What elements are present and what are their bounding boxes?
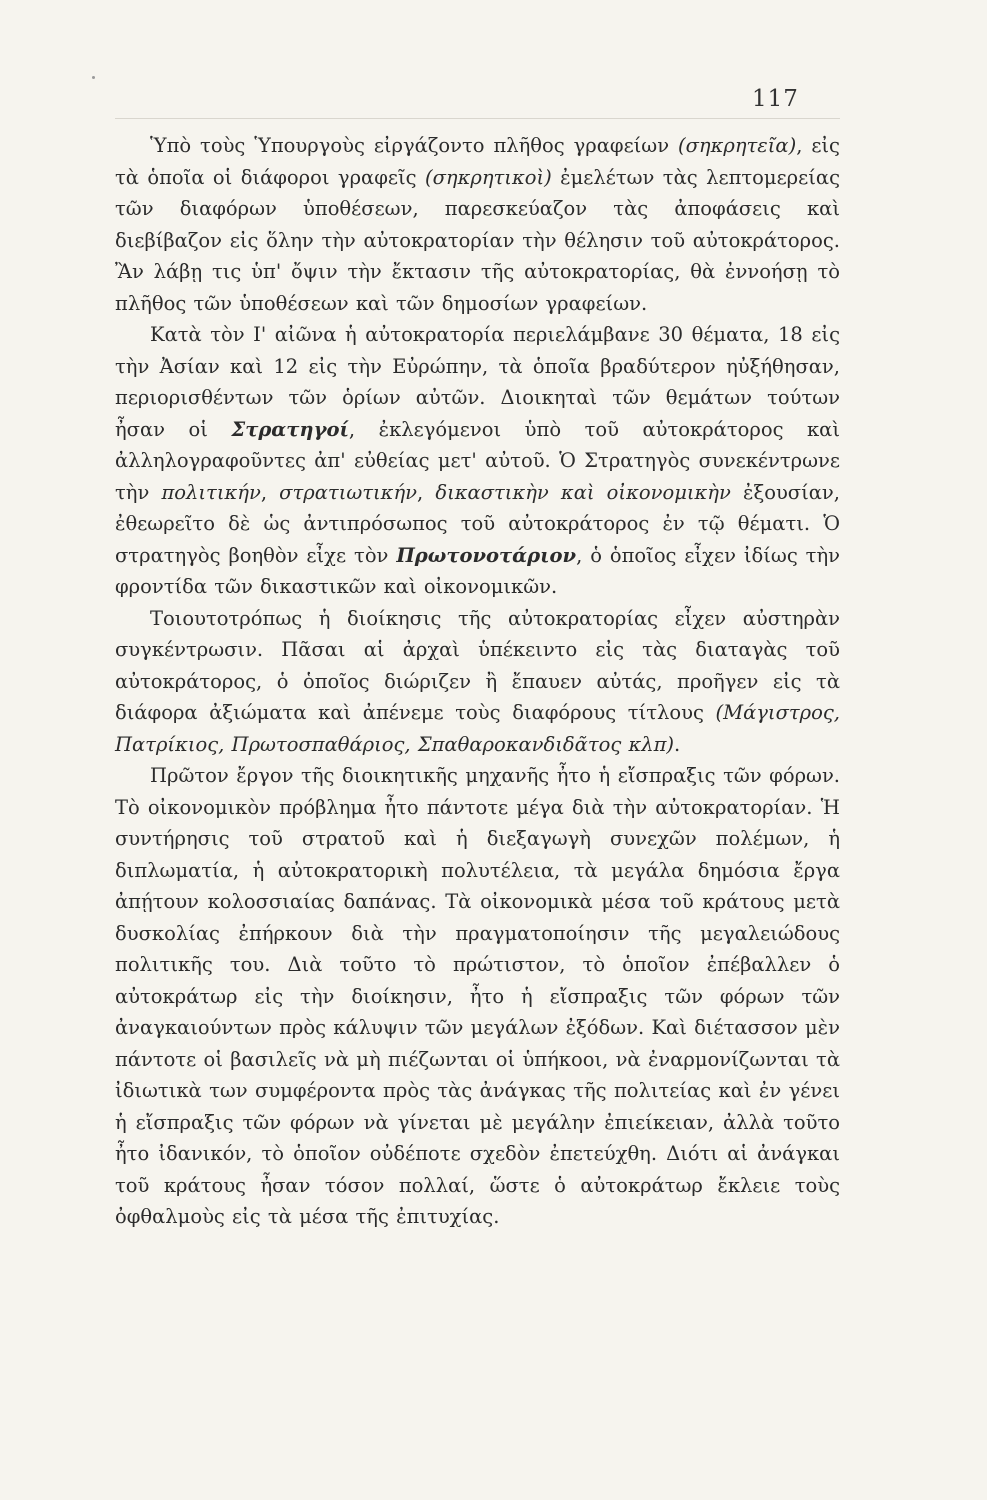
text-run: ἐξουσίαν, ἐθεωρεῖτο δὲ ὡς ἀντιπρόσωπος τοῦ αὐτοκράτορος ἐν τῷ θέματι. Ὁ στρατηγὸς βοηθὸν εἶχε τὸν [115, 480, 840, 567]
paragraph [115, 760, 840, 1233]
text-run: . [674, 732, 681, 756]
text-run: Τοιουτοτρόπως ἡ διοίκησις τῆς αὐτοκρατορίας εἶχεν αὐστηρὰν συγκέντρωσιν. Πᾶσαι αἱ ἀρχαὶ ὑπέκειντο εἰς τὰς διαταγὰς τοῦ αὐτοκράτορος, ὁ ὁποῖος διώριζεν ἢ ἔπαυεν αὐτάς, προῆγεν εἰς τὰ διάφορα ἀξιώματα καὶ ἀπένεμε τοὺς διαφόρους τίτλους [115, 606, 840, 724]
page-number: 117 [752, 86, 799, 112]
emphasized-term: (Μάγιστρος, Πατρίκιος, Πρωτοσπαθάριος, Σπαθαροκανδιδᾶτος κλπ) [115, 701, 840, 756]
text-run: , [260, 480, 280, 504]
emphasized-term: στρατιωτικήν [279, 480, 417, 504]
paragraph [115, 319, 840, 603]
emphasized-term: Πρωτονοτάριον [396, 543, 577, 567]
paragraph [115, 130, 840, 319]
emphasized-term: Στρατηγοί [231, 417, 349, 441]
text-run: , εἰς τὰ ὁποῖα οἱ διάφοροι γραφεῖς [115, 134, 840, 189]
text-run: Πρῶτον ἔργον τῆς διοικητικῆς μηχανῆς ἦτο ἡ εἴσπραξις τῶν φόρων. Τὸ οἰκονομικὸν πρόβλημα ἦτο πάντοτε μέγα διὰ τὴν αὐτοκρατορίαν. Ἡ συντήρησις τοῦ στρατοῦ καὶ ἡ διεξαγωγὴ συνεχῶν πολέμων, ἡ διπλωματία, ἡ αὐτοκρατορικὴ πολυτέλεια, τὰ μεγάλα δημόσια ἔργα ἀπῄτουν κολοσσιαίας δαπάνας. Τὰ οἰκονομικὰ μέσα τοῦ κράτους μετὰ δυσκολίας ἐπήρκουν διὰ τὴν πραγματοποίησιν τῆς μεγαλειώδους πολιτικῆς του. Διὰ τοῦτο τὸ πρώτιστον, τὸ ὁποῖον ἐπέβαλλεν ὁ αὐτοκράτωρ εἰς τὴν διοίκησιν, ἦτο ἡ εἴσπραξις τῶν φόρων τῶν ἀναγκαιούντων πρὸς κάλυψιν τῶν μεγάλων ἐξόδων. Καὶ διέτασσον μὲν πάντοτε οἱ βασιλεῖς νὰ μὴ πιέζωνται οἱ ὑπήκοοι, νὰ ἐναρμονίζωνται τὰ ἰδιωτικὰ των συμφέροντα πρὸς τὰς ἀνάγκας τῆς πολιτείας καὶ ἐν γένει ἡ εἴσπραξις τῶν φόρων νὰ γίνεται μὲ μεγάλην ἐπιείκειαν, ἀλλὰ τοῦτο ἦτο ἰδανικόν, τὸ ὁποῖον οὐδέποτε σχεδὸν ἐπετεύχθη. Διότι αἱ ἀνάγκαι τοῦ κράτους ἦσαν τόσον πολλαί, ὥστε ὁ αὐτοκράτωρ ἔκλειε τοὺς ὀφθαλμοὺς εἰς τὰ μέσα τῆς ἐπιτυχίας. [115, 764, 840, 1228]
body-text [115, 130, 840, 1233]
text-run: ἐμελέτων τὰς λεπτομερείας τῶν διαφόρων ὑποθέσεων, παρεσκεύαζον τὰς ἀποφάσεις καὶ διεβίβαζον εἰς ὅλην τὴν αὐτοκρατορίαν τὴν θέλησιν τοῦ αὐτοκράτορος. Ἂν λάβῃ τις ὑπ' ὄψιν τὴν ἔκτασιν τῆς αὐτοκρατορίας, θὰ ἐννοήσῃ τὸ πλῆθος τῶν ὑποθέσεων καὶ τῶν δημοσίων γραφείων. [115, 165, 840, 315]
print-speck [92, 76, 95, 79]
text-run: Ὑπὸ τοὺς Ὑπουργοὺς εἰργάζοντο πλῆθος γραφείων [150, 134, 678, 157]
emphasized-term: (σηκρητικοὶ) [424, 165, 552, 189]
header-rule [115, 118, 840, 119]
emphasized-term: (σηκρητεῖα) [677, 134, 797, 157]
text-run: , ὁ ὁποῖος εἶχεν ἰδίως τὴν φροντίδα τῶν δικαστικῶν καὶ οἰκονομικῶν. [115, 543, 841, 598]
text-run: , [417, 480, 436, 504]
emphasized-term: πολιτικήν [161, 480, 261, 504]
text-run: , ἐκλεγόμενοι ὑπὸ τοῦ αὐτοκράτορος καὶ ἀλληλογραφοῦντες ἀπ' εὐθείας μετ' αὐτοῦ. Ὁ Στρατηγὸς συνεκέντρωνε τὴν [115, 417, 840, 504]
emphasized-term: δικαστικὴν καὶ οἰκονομικὴν [435, 480, 731, 504]
text-run: Κατὰ τὸν Ι' αἰῶνα ἡ αὐτοκρατορία περιελάμβανε 30 θέματα, 18 εἰς τὴν Ἀσίαν καὶ 12 εἰς τὴν Εὐρώπην, τὰ ὁποῖα βραδύτερον ηὐξήθησαν, περιορισθέντων τῶν ὁρίων αὐτῶν. Διοικηταὶ τῶν θεμάτων τούτων ἦσαν οἱ [115, 323, 840, 441]
paragraph [115, 603, 840, 761]
